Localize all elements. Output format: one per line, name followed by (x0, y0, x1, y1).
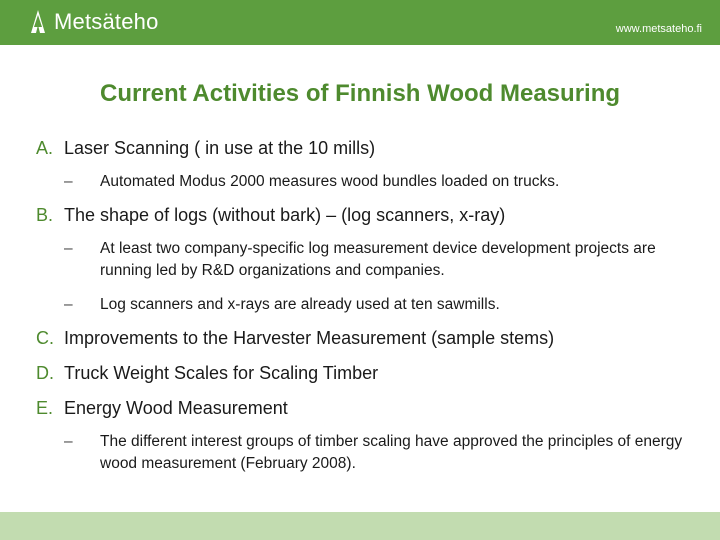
item-text: The shape of logs (without bark) – (log scanners, x-ray) (64, 205, 506, 225)
sub-item (64, 294, 696, 316)
item-letter: D. (36, 363, 54, 383)
dash-bullet: – (64, 296, 73, 313)
sub-item (64, 431, 696, 475)
item-text: Energy Wood Measurement (64, 398, 288, 418)
tree-icon (28, 9, 48, 35)
page-title: Current Activities of Finnish Wood Measuring (99, 80, 621, 107)
sub-item-text: Automated Modus 2000 measures wood bundles loaded on trucks. (100, 173, 560, 190)
content-list (36, 138, 696, 487)
dash-bullet: – (64, 240, 73, 257)
item-text: Improvements to the Harvester Measurement (sample stems) (64, 328, 555, 348)
header-bar (0, 0, 720, 45)
sub-item (64, 171, 696, 193)
item-letter: E. (36, 398, 54, 418)
sub-item-text: Log scanners and x-rays are already used at ten sawmills. (100, 296, 500, 313)
item-text: Truck Weight Scales for Scaling Timber (64, 363, 379, 383)
sub-item-text: At least two company-specific log measurement device development projects are running led by R&D organizations and companies. (100, 240, 656, 279)
dash-bullet: – (64, 173, 73, 190)
item-text: Laser Scanning ( in use at the 10 mills) (64, 138, 376, 158)
list-item-e (36, 398, 696, 419)
footer-bar (0, 512, 720, 540)
list-item-c (36, 328, 696, 349)
list-item-b (36, 205, 696, 226)
site-url[interactable]: www.metsateho.fi (615, 23, 702, 35)
dash-bullet: – (64, 433, 73, 450)
list-item-a (36, 138, 696, 159)
item-letter: C. (36, 328, 54, 348)
item-letter: A. (36, 138, 54, 158)
logo-text: Metsäteho (54, 9, 159, 34)
sub-item (64, 238, 696, 282)
list-item-d (36, 363, 696, 384)
logo (28, 8, 159, 36)
sub-item-text: The different interest groups of timber scaling have approved the principles of energy wood measurement (February 2008). (100, 433, 683, 472)
item-letter: B. (36, 205, 54, 225)
